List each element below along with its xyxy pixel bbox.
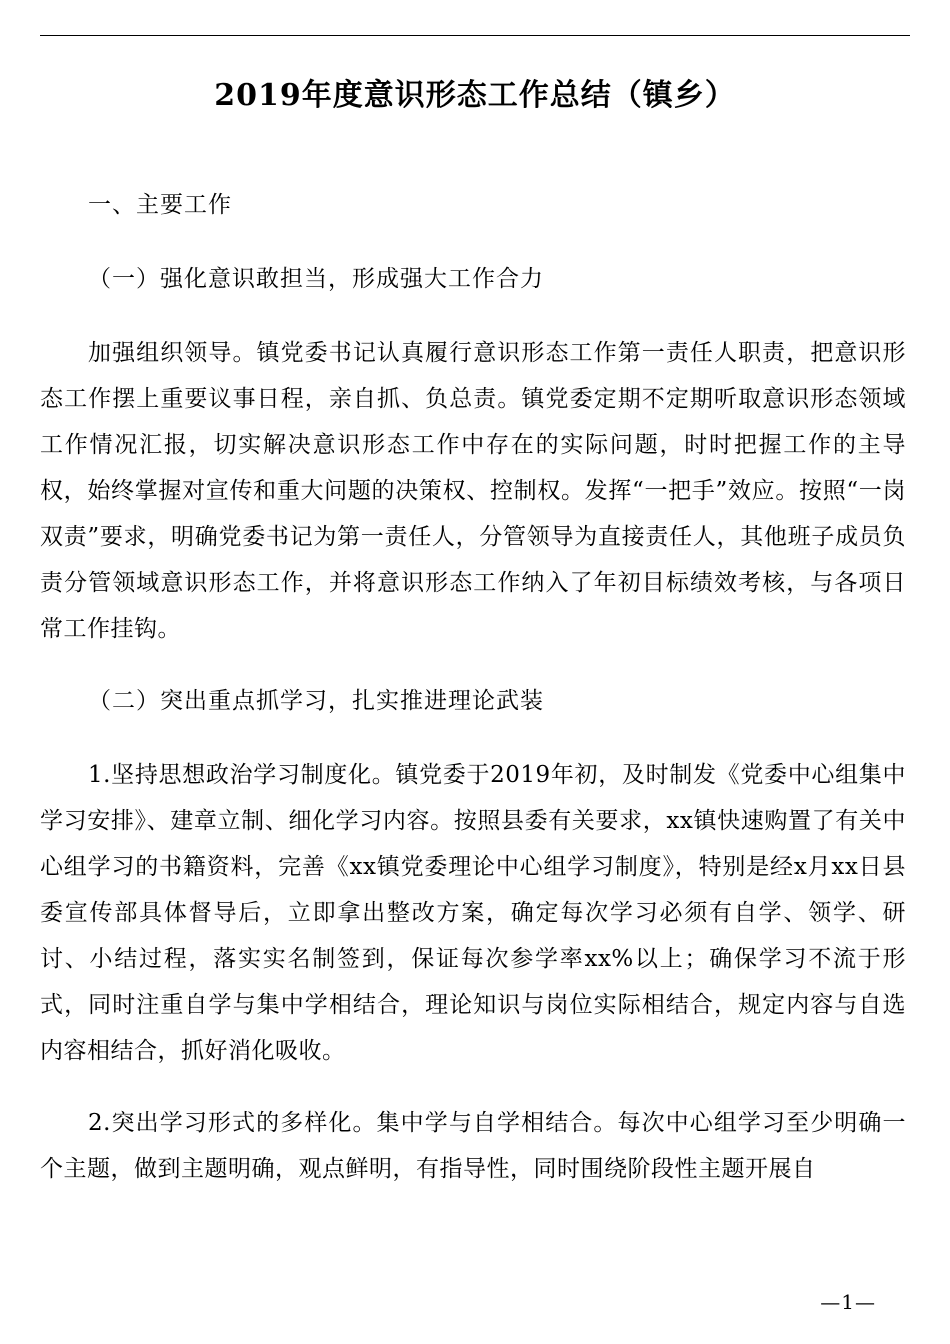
page-number: —1—: [820, 1290, 876, 1314]
paragraph-study-system: 1.坚持思想政治学习制度化。镇党委于2019年初，及时制发《党委中心组集中学习安排》、建章立制、细化学习内容。按照县委有关要求，xx镇快速购置了有关中心组学习的书籍资料，完善《xx镇党委理论中心组学习制度》，特别是经x月xx日县委宣传部具体督导后，立即拿出整改方案，确定每次学习必须有自学、领学、研讨、小结过程，落实实名制签到，保证每次参学率xx%以上；确保学习不流于形式，同时注重自学与集中学相结合，理论知识与岗位实际相结合，规定内容与自选内容相结合，抓好消化吸收。: [40, 762, 906, 1064]
document-body: [40, 182, 906, 1218]
paragraph-study-forms: 2.突出学习形式的多样化。集中学与自学相结合。每次中心组学习至少明确一个主题，做到主题明确，观点鲜明，有指导性，同时围绕阶段性主题开展自: [40, 1110, 906, 1182]
document-title: 2019年度意识形态工作总结（镇乡）: [214, 78, 736, 113]
subsection-heading-2: （二）突出重点抓学习，扎实推进理论武装: [88, 688, 544, 714]
section-heading-main-work: 一、主要工作: [88, 192, 232, 218]
header-rule: [40, 35, 910, 36]
paragraph-organization-leadership: 加强组织领导。镇党委书记认真履行意识形态工作第一责任人职责，把意识形态工作摆上重要议事日程，亲自抓、负总责。镇党委定期不定期听取意识形态领域工作情况汇报，切实解决意识形态工作中存在的实际问题，时时把握工作的主导权，始终掌握对宣传和重大问题的决策权、控制权。发挥“一把手”效应。按照“一岗双责”要求，明确党委书记为第一责任人，分管领导为直接责任人，其他班子成员负责分管领域意识形态工作，并将意识形态工作纳入了年初目标绩效考核，与各项日常工作挂钩。: [40, 340, 906, 642]
subsection-heading-1: （一）强化意识敢担当，形成强大工作合力: [88, 266, 544, 292]
